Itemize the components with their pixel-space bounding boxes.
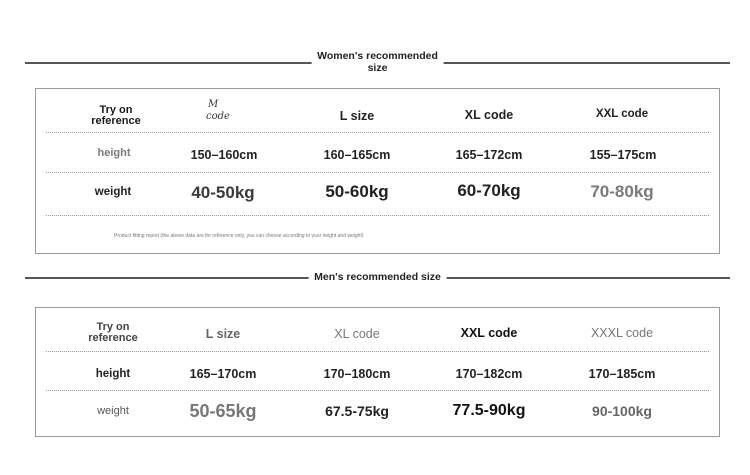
women-size-m-line2: code <box>206 111 230 122</box>
women-size-m-header <box>206 99 230 123</box>
men-weight-l: 50-65kg <box>189 401 257 421</box>
men-divider-1 <box>46 351 709 352</box>
men-divider-2 <box>46 390 709 391</box>
men-size-l-header: L size <box>205 327 241 341</box>
women-fitting-note: Product fitting report (the above data are for reference only, you can choose according to your height and weight) <box>114 233 364 239</box>
men-height-label: height <box>95 368 131 380</box>
women-size-xxl-header: XXL code <box>595 108 649 120</box>
women-height-l: 160–165cm <box>323 148 391 162</box>
men-weight-xxxl: 90-100kg <box>592 403 652 419</box>
women-divider-3 <box>46 215 709 216</box>
women-height-xxl: 155–175cm <box>589 148 657 162</box>
women-height-label: height <box>97 147 131 159</box>
women-size-xl-header: XL code <box>464 108 514 122</box>
women-weight-xxl: 70-80kg <box>590 182 654 201</box>
men-size-table <box>35 307 720 437</box>
men-ref-header <box>88 322 138 344</box>
women-title-line1: Women's recommended <box>317 50 438 62</box>
women-ref-line2: reference <box>91 115 141 127</box>
women-weight-m: 40-50kg <box>191 183 255 202</box>
women-weight-label: weight <box>94 186 132 198</box>
men-height-l: 165–170cm <box>189 367 257 381</box>
women-ref-header <box>91 105 141 127</box>
women-size-m-line1: M <box>208 99 219 110</box>
women-title-line2: size <box>367 62 388 74</box>
women-divider-1 <box>46 132 709 133</box>
women-weight-l: 50-60kg <box>325 182 389 201</box>
men-ref-line1: Try on <box>96 321 130 333</box>
men-size-xxl-header: XXL code <box>460 326 518 340</box>
women-size-table <box>35 88 720 254</box>
women-height-m: 150–160cm <box>190 148 258 162</box>
men-section-title <box>25 271 730 285</box>
men-height-xxxl: 170–185cm <box>588 367 656 381</box>
men-weight-label: weight <box>97 405 129 417</box>
women-weight-xl: 60-70kg <box>457 181 521 200</box>
women-divider-2 <box>46 172 709 173</box>
women-ref-line1: Try on <box>99 104 133 116</box>
women-title-label <box>311 50 444 74</box>
men-title-label: Men's recommended size <box>308 271 447 283</box>
men-size-xl-header: XL code <box>334 327 380 341</box>
men-height-xxl: 170–182cm <box>455 367 523 381</box>
women-section-title <box>25 50 730 74</box>
women-height-xl: 165–172cm <box>455 148 523 162</box>
men-weight-xxl: 77.5-90kg <box>452 402 526 419</box>
men-weight-xl: 67.5-75kg <box>325 403 389 419</box>
women-size-l-header: L size <box>339 109 375 123</box>
men-size-xxxl-header: XXXL code <box>590 326 654 340</box>
men-height-xl: 170–180cm <box>323 367 391 381</box>
men-ref-line2: reference <box>88 332 138 344</box>
